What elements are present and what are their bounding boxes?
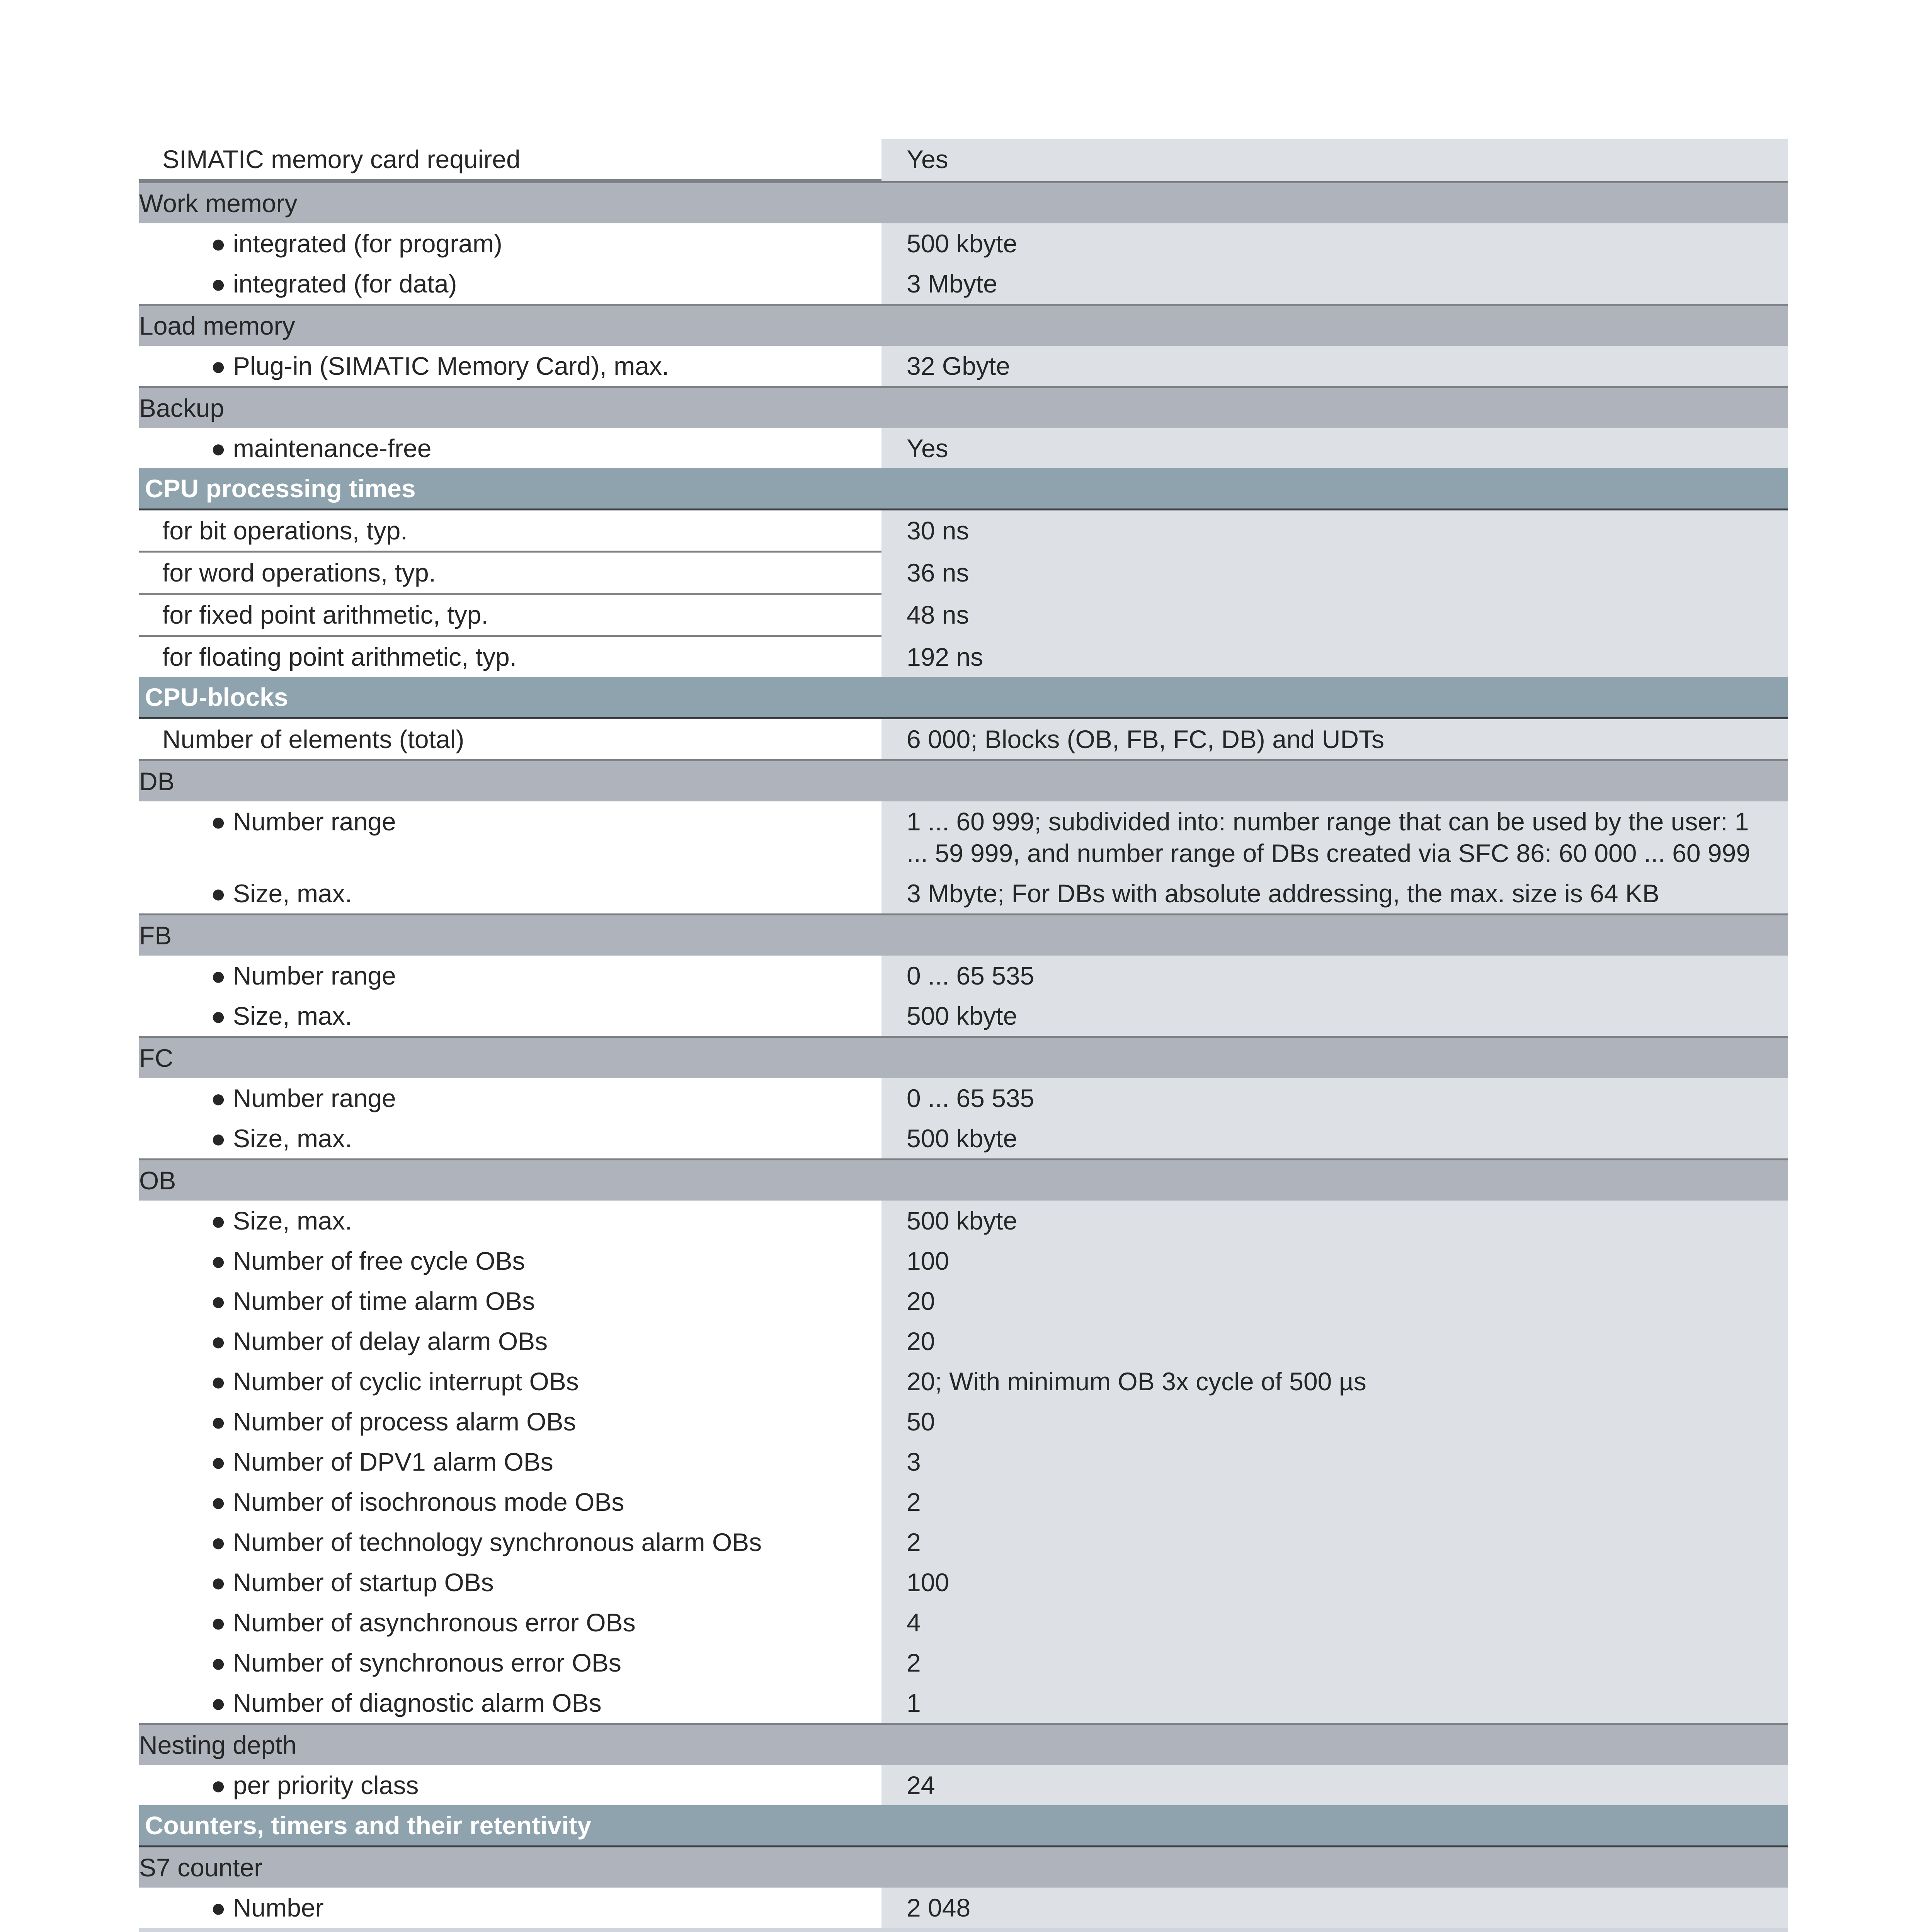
spec-row xyxy=(139,1241,1788,1281)
spec-label xyxy=(139,1725,1788,1765)
spec-label xyxy=(139,1241,881,1281)
spec-label xyxy=(139,1321,881,1361)
section-header xyxy=(139,1805,1788,1847)
spec-value: 1 xyxy=(881,1683,1788,1723)
group-header xyxy=(139,1036,1788,1078)
spec-label-text: maintenance-free xyxy=(233,434,432,463)
spec-value: 20; With minimum OB 3x cycle of 500 µs xyxy=(881,1361,1788,1401)
spec-label xyxy=(139,183,1788,223)
spec-row xyxy=(139,1201,1788,1241)
spec-value: 32 Gbyte xyxy=(881,346,1788,386)
bullet-icon: ● xyxy=(211,1648,226,1677)
spec-value xyxy=(881,1928,1788,1932)
bullet-icon: ● xyxy=(211,1893,226,1922)
spec-row xyxy=(139,1765,1788,1805)
spec-row xyxy=(139,1522,1788,1562)
spec-value: 6 000; Blocks (OB, FB, FC, DB) and UDTs xyxy=(881,719,1788,759)
spec-row xyxy=(139,223,1788,264)
spec-label xyxy=(139,996,881,1036)
subgroup-row xyxy=(139,1928,1788,1932)
spec-row xyxy=(139,996,1788,1036)
bullet-icon: ● xyxy=(211,1568,226,1597)
bullet-icon: ● xyxy=(211,1367,226,1396)
spec-label-text: Number of DPV1 alarm OBs xyxy=(233,1447,553,1476)
spec-label-text: Number of diagnostic alarm OBs xyxy=(233,1689,602,1717)
spec-label-text: FC xyxy=(139,1044,173,1072)
spec-label-text: S7 counter xyxy=(139,1853,263,1882)
spec-label xyxy=(139,553,881,595)
spec-value: 500 kbyte xyxy=(881,223,1788,264)
spec-label xyxy=(139,264,881,304)
spec-label-text: Number of synchronous error OBs xyxy=(233,1648,621,1677)
spec-label xyxy=(139,1888,881,1928)
spec-row xyxy=(139,719,1788,759)
bullet-icon: ● xyxy=(211,1327,226,1355)
bullet-icon: ● xyxy=(211,1771,226,1799)
spec-row xyxy=(139,637,1788,677)
spec-row xyxy=(139,1602,1788,1643)
spec-value: 500 kbyte xyxy=(881,1201,1788,1241)
bullet-icon: ● xyxy=(211,807,226,836)
spec-row xyxy=(139,801,1788,873)
spec-value: 192 ns xyxy=(881,637,1788,677)
bullet-icon: ● xyxy=(211,1689,226,1717)
spec-label-text: SIMATIC memory card required xyxy=(162,145,521,173)
spec-value: 3 xyxy=(881,1442,1788,1482)
spec-row xyxy=(139,1078,1788,1118)
spec-label xyxy=(139,1482,881,1522)
spec-label-text: for word operations, typ. xyxy=(162,558,436,587)
group-header xyxy=(139,304,1788,346)
spec-label-text: Backup xyxy=(139,394,225,422)
spec-label xyxy=(139,956,881,996)
spec-label-text: Load memory xyxy=(139,311,295,340)
spec-row xyxy=(139,1683,1788,1723)
spec-value: 2 xyxy=(881,1643,1788,1683)
spec-label xyxy=(139,1078,881,1118)
spec-label xyxy=(139,677,1788,717)
spec-row xyxy=(139,1281,1788,1321)
spec-label-text: Number range xyxy=(233,1084,396,1112)
spec-label-text: for fixed point arithmetic, typ. xyxy=(162,600,488,629)
spec-label xyxy=(139,1602,881,1643)
spec-label-text: Size, max. xyxy=(233,1002,352,1030)
spec-value: 100 xyxy=(881,1241,1788,1281)
spec-label-text: Number of time alarm OBs xyxy=(233,1287,535,1315)
spec-label-text: Number xyxy=(233,1893,324,1922)
spec-label xyxy=(139,1401,881,1442)
bullet-icon: ● xyxy=(211,352,226,380)
spec-label xyxy=(139,1160,1788,1201)
spec-label-text: DB xyxy=(139,767,175,796)
bullet-icon: ● xyxy=(211,1488,226,1516)
spec-row xyxy=(139,264,1788,304)
group-header xyxy=(139,1847,1788,1888)
spec-label xyxy=(139,223,881,264)
spec-label xyxy=(139,719,881,759)
bullet-icon: ● xyxy=(211,1407,226,1436)
spec-label xyxy=(139,1361,881,1401)
spec-label-text: Plug-in (SIMATIC Memory Card), max. xyxy=(233,352,669,380)
spec-label-text: Number of asynchronous error OBs xyxy=(233,1608,636,1637)
spec-label xyxy=(139,346,881,386)
spec-row xyxy=(139,139,1788,181)
spec-label-text: Number of technology synchronous alarm OBs xyxy=(233,1528,762,1556)
spec-value: 50 xyxy=(881,1401,1788,1442)
spec-row xyxy=(139,553,1788,595)
spec-label xyxy=(139,428,881,468)
spec-value: 500 kbyte xyxy=(881,996,1788,1036)
spec-value: 500 kbyte xyxy=(881,1118,1788,1158)
spec-label-text: Number of cyclic interrupt OBs xyxy=(233,1367,579,1396)
spec-table xyxy=(139,139,1788,1932)
spec-label-text: Number of delay alarm OBs xyxy=(233,1327,548,1355)
spec-label xyxy=(139,1928,881,1932)
spec-row xyxy=(139,873,1788,913)
spec-row xyxy=(139,1361,1788,1401)
spec-value: Yes xyxy=(881,139,1788,181)
spec-label-text: Number range xyxy=(233,807,396,836)
spec-label xyxy=(139,1683,881,1723)
group-header xyxy=(139,1723,1788,1765)
spec-label-text: Number of isochronous mode OBs xyxy=(233,1488,624,1516)
spec-value: 2 048 xyxy=(881,1888,1788,1928)
spec-label-text: OB xyxy=(139,1166,176,1195)
spec-value: 4 xyxy=(881,1602,1788,1643)
spec-value: Yes xyxy=(881,428,1788,468)
spec-label xyxy=(139,1765,881,1805)
spec-label-text: Number range xyxy=(233,961,396,990)
spec-row xyxy=(139,1321,1788,1361)
spec-label xyxy=(139,510,881,553)
spec-label-text: Number of process alarm OBs xyxy=(233,1407,576,1436)
spec-label xyxy=(139,1805,1788,1845)
spec-label xyxy=(139,915,1788,956)
spec-value: 3 Mbyte; For DBs with absolute addressing, the max. size is 64 KB xyxy=(881,873,1788,913)
spec-label-text: Number of startup OBs xyxy=(233,1568,494,1597)
bullet-icon: ● xyxy=(211,229,226,258)
spec-label xyxy=(139,1038,1788,1078)
spec-row xyxy=(139,1401,1788,1442)
bullet-icon: ● xyxy=(211,1608,226,1637)
bullet-icon: ● xyxy=(211,1124,226,1153)
spec-value: 100 xyxy=(881,1562,1788,1602)
spec-label xyxy=(139,595,881,637)
group-header xyxy=(139,1158,1788,1201)
spec-label xyxy=(139,468,1788,509)
group-header xyxy=(139,759,1788,801)
spec-label xyxy=(139,1201,881,1241)
spec-label xyxy=(139,637,881,677)
spec-label xyxy=(139,306,1788,346)
bullet-icon: ● xyxy=(211,961,226,990)
bullet-icon: ● xyxy=(211,1447,226,1476)
spec-label-text: integrated (for data) xyxy=(233,269,457,298)
spec-label xyxy=(139,873,881,913)
spec-label xyxy=(139,139,881,181)
spec-value: 48 ns xyxy=(881,595,1788,637)
group-header xyxy=(139,181,1788,223)
spec-row xyxy=(139,1888,1788,1928)
spec-row xyxy=(139,1118,1788,1158)
spec-label xyxy=(139,1522,881,1562)
spec-value: 3 Mbyte xyxy=(881,264,1788,304)
bullet-icon: ● xyxy=(211,879,226,908)
spec-label-text: for bit operations, typ. xyxy=(162,516,408,545)
spec-label-text: for floating point arithmetic, typ. xyxy=(162,643,517,671)
spec-label-text: Nesting depth xyxy=(139,1731,297,1759)
spec-row xyxy=(139,595,1788,637)
spec-label-text: Work memory xyxy=(139,189,298,218)
bullet-icon: ● xyxy=(211,1247,226,1275)
spec-label-text: per priority class xyxy=(233,1771,419,1799)
spec-value: 0 ... 65 535 xyxy=(881,956,1788,996)
spec-value: 0 ... 65 535 xyxy=(881,1078,1788,1118)
section-header xyxy=(139,468,1788,510)
spec-label-text: Size, max. xyxy=(233,1206,352,1235)
spec-row xyxy=(139,1643,1788,1683)
spec-row xyxy=(139,510,1788,553)
group-header xyxy=(139,386,1788,428)
spec-row xyxy=(139,346,1788,386)
bullet-icon: ● xyxy=(211,434,226,463)
spec-label-text: Size, max. xyxy=(233,1124,352,1153)
spec-label-text: FB xyxy=(139,921,172,950)
spec-value: 36 ns xyxy=(881,553,1788,595)
spec-value: 1 ... 60 999; subdivided into: number range that can be used by the user: 1 ... 59 999, and number range of DBs created via SFC 86: 60 000 ... 60 999 xyxy=(881,801,1788,873)
spec-label-text: Size, max. xyxy=(233,879,352,908)
spec-value: 2 xyxy=(881,1482,1788,1522)
spec-label xyxy=(139,1562,881,1602)
bullet-icon: ● xyxy=(211,1206,226,1235)
spec-label-text: Number of elements (total) xyxy=(162,725,465,753)
spec-label xyxy=(139,1847,1788,1888)
bullet-icon: ● xyxy=(211,1002,226,1030)
spec-value: 20 xyxy=(881,1281,1788,1321)
spec-label xyxy=(139,388,1788,428)
spec-label xyxy=(139,1442,881,1482)
spec-label xyxy=(139,801,881,873)
bullet-icon: ● xyxy=(211,1084,226,1112)
spec-label-text: integrated (for program) xyxy=(233,229,502,258)
bullet-icon: ● xyxy=(211,1528,226,1556)
spec-row xyxy=(139,956,1788,996)
spec-row xyxy=(139,1442,1788,1482)
spec-value: 20 xyxy=(881,1321,1788,1361)
spec-value: 24 xyxy=(881,1765,1788,1805)
spec-label-text: Counters, timers and their retentivity xyxy=(145,1811,592,1840)
spec-value: 30 ns xyxy=(881,510,1788,553)
group-header xyxy=(139,913,1788,956)
spec-label-text: Number of free cycle OBs xyxy=(233,1247,525,1275)
spec-label xyxy=(139,1281,881,1321)
spec-value: 2 xyxy=(881,1522,1788,1562)
bullet-icon: ● xyxy=(211,1287,226,1315)
spec-label xyxy=(139,1643,881,1683)
bullet-icon: ● xyxy=(211,269,226,298)
spec-label xyxy=(139,1118,881,1158)
section-header xyxy=(139,677,1788,719)
spec-row xyxy=(139,1482,1788,1522)
spec-row xyxy=(139,1562,1788,1602)
spec-label-text: CPU processing times xyxy=(145,474,416,503)
spec-label xyxy=(139,761,1788,801)
spec-label-text: CPU-blocks xyxy=(145,683,288,711)
spec-row xyxy=(139,428,1788,468)
